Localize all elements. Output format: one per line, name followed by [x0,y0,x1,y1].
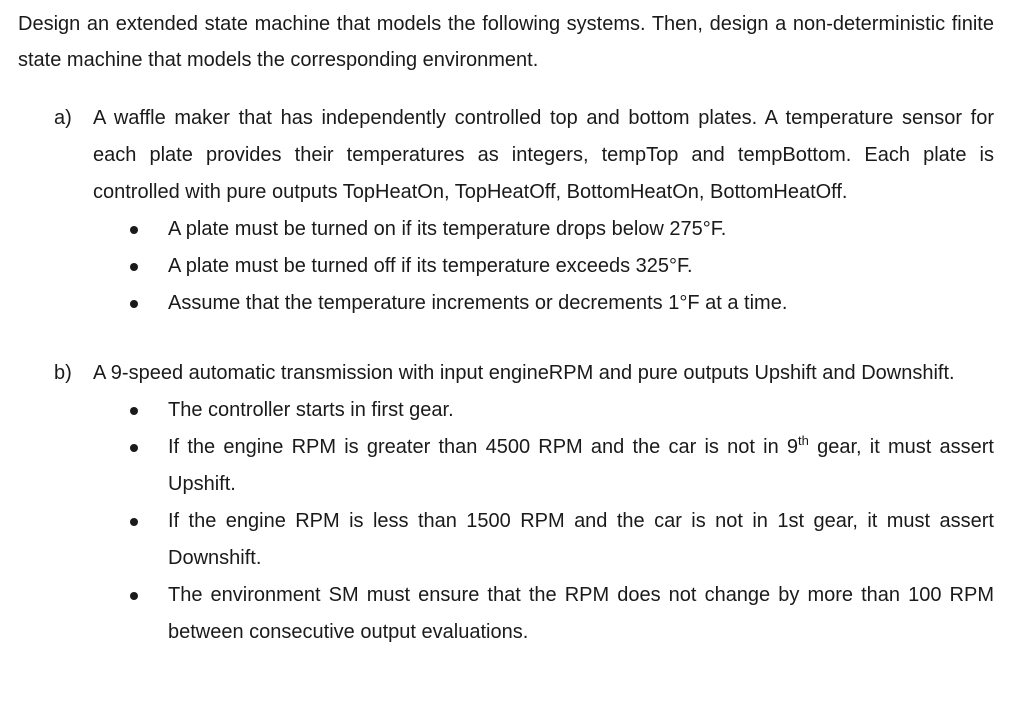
intro-paragraph: Design an extended state machine that models the following systems. Then, design a non-deterministic finite state machine that models the corresponding environment. [18,13,994,71]
superscript-ordinal: th [798,433,809,448]
bullet-text [168,433,994,495]
part-b-bullets [93,392,994,651]
bullet-icon [130,444,138,452]
bullet-icon [130,407,138,415]
list-item [168,285,994,322]
bullet-text: A plate must be turned off if its temperature exceeds 325°F. [168,255,693,277]
part-b-text: A 9-speed automatic transmission with input engineRPM and pure outputs Upshift and Downshift. [93,362,955,384]
bullet-text-before: If the engine RPM is greater than 4500 RPM and the car is not in 9 [168,436,799,458]
part-a-label: a) [54,107,72,129]
part-a [18,100,994,322]
part-a-text: A waffle maker that has independently controlled top and bottom plates. A temperature sensor for each plate provides their temperatures as integers, tempTop and tempBottom. Each plate is controlled with pure outputs TopHeatOn, TopHeatOff, BottomHeatOn, BottomHeatOff. [93,107,994,203]
bullet-icon [130,226,138,234]
part-a-bullets [93,211,994,322]
bullet-text: If the engine RPM is less than 1500 RPM and the car is not in 1st gear, it must assert Downshift. [168,510,994,569]
bullet-icon [130,518,138,526]
list-item [168,392,994,429]
document [18,6,994,651]
bullet-icon [130,263,138,271]
bullet-text: A plate must be turned on if its temperature drops below 275°F. [168,218,727,240]
list-item [168,577,994,651]
list-item [168,211,994,248]
list-item [168,429,994,503]
bullet-text: The controller starts in first gear. [168,399,454,421]
bullet-icon [130,592,138,600]
list-item [168,503,994,577]
bullet-text: Assume that the temperature increments or decrements 1°F at a time. [168,292,788,314]
part-b-label: b) [54,362,72,384]
bullet-icon [130,300,138,308]
part-b [18,355,994,651]
list-item [168,248,994,285]
bullet-text: The environment SM must ensure that the RPM does not change by more than 100 RPM between consecutive output evaluations. [168,584,994,643]
bullet-text-after: gear, it must assert Upshift. [168,436,994,495]
